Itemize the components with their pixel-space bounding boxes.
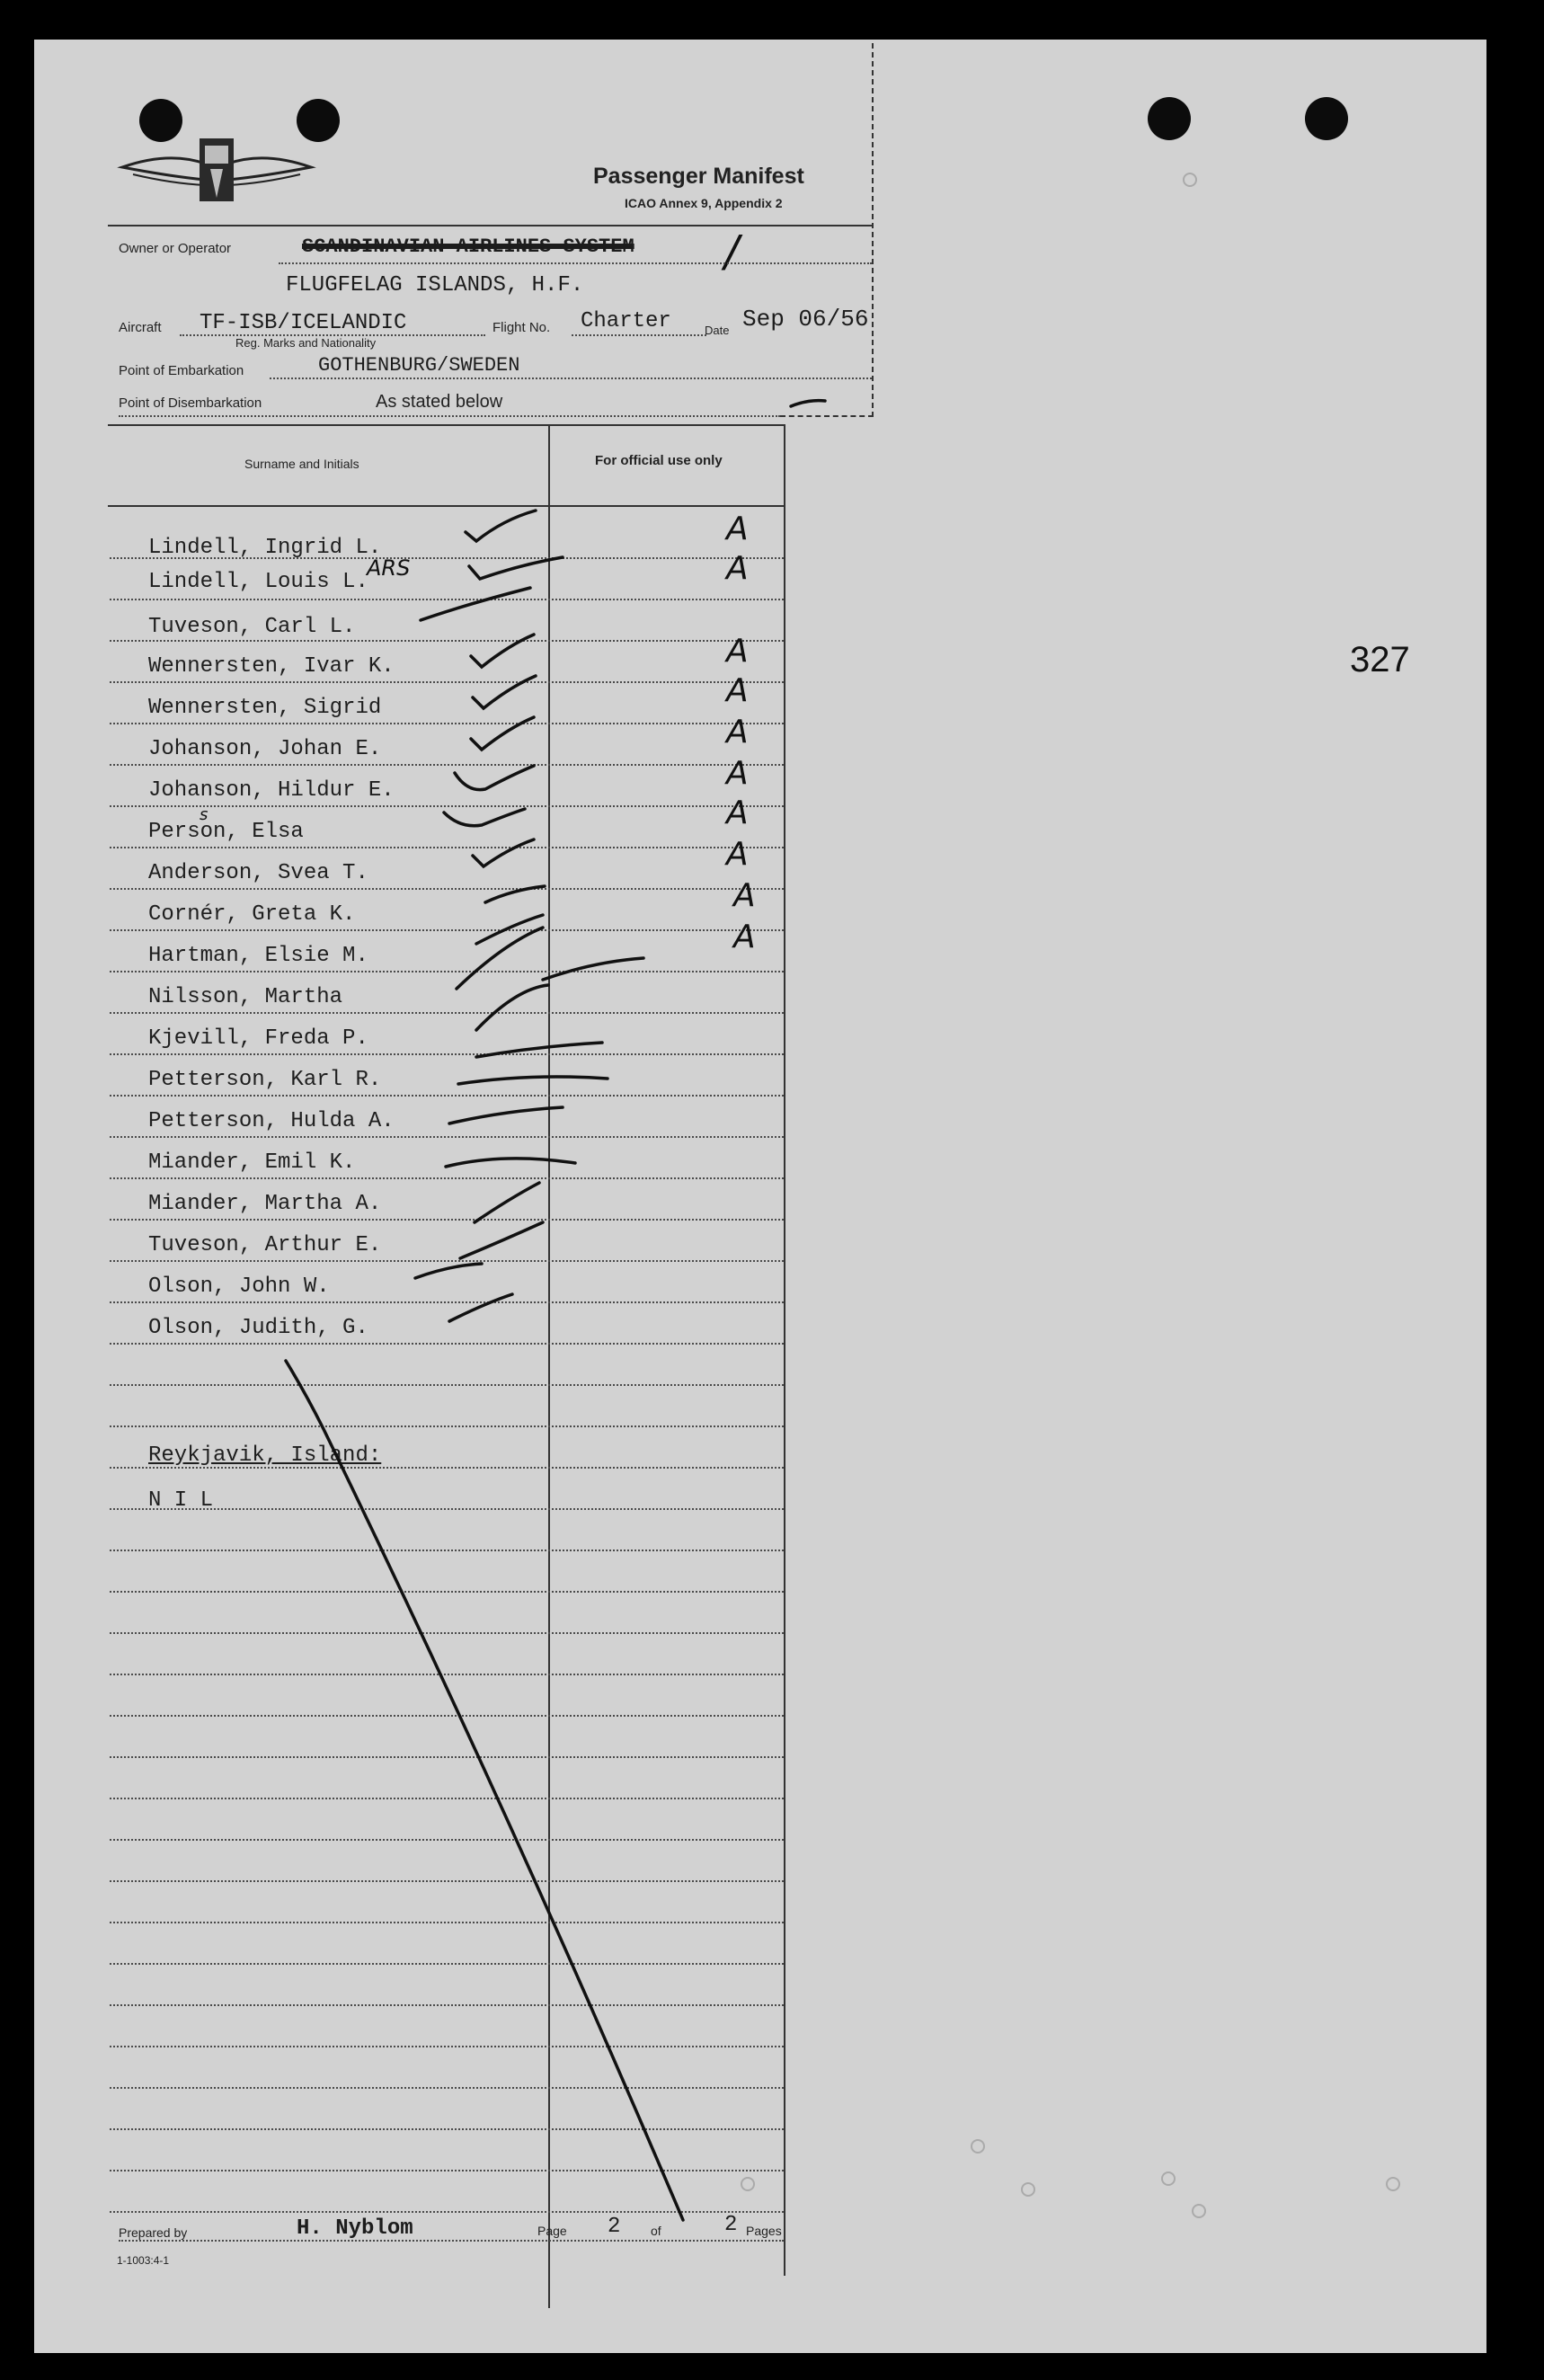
passenger-name: Olson, John W. <box>148 1274 330 1299</box>
official-mark: A <box>726 633 749 670</box>
embarkation-value: GOTHENBURG/SWEDEN <box>318 354 520 377</box>
passenger-name: Kjevill, Freda P. <box>148 1026 368 1051</box>
passenger-name: Lindell, Ingrid L. <box>148 536 382 560</box>
prepared-by-label: Prepared by <box>119 2225 188 2240</box>
scan-speck <box>1386 2177 1400 2191</box>
column-header-official: For official use only <box>595 453 723 468</box>
page-stamp-number: 327 <box>1350 640 1410 679</box>
passenger-name: Lindell, Louis L. <box>148 570 368 594</box>
destination-heading: Reykjavik, Island: <box>148 1443 382 1468</box>
scan-speck <box>741 2177 755 2191</box>
form-title: Passenger Manifest <box>593 164 804 189</box>
form-subtitle: ICAO Annex 9, Appendix 2 <box>625 196 783 210</box>
date-label: Date <box>705 324 730 337</box>
official-mark: A <box>733 877 756 914</box>
passenger-name: Anderson, Svea T. <box>148 861 368 885</box>
passenger-name: Miander, Martha A. <box>148 1192 382 1216</box>
total-pages: 2 <box>724 2213 738 2237</box>
passenger-name: Tuveson, Carl L. <box>148 615 356 639</box>
of-label: of <box>651 2224 661 2238</box>
disembarkation-value: As stated below <box>376 392 503 412</box>
page-label: Page <box>537 2224 567 2238</box>
footer-line <box>119 2240 784 2242</box>
passenger-name: Johanson, Johan E. <box>148 737 382 761</box>
official-mark: A <box>726 714 749 750</box>
name-annotation: s <box>200 805 209 824</box>
scan-speck <box>1183 173 1197 187</box>
official-mark: A <box>726 836 749 873</box>
passenger-name: Cornér, Greta K. <box>148 902 356 927</box>
scan-speck <box>1161 2171 1176 2186</box>
disembarkation-label: Point of Disembarkation <box>119 395 262 411</box>
passenger-name: Miander, Emil K. <box>148 1150 356 1175</box>
flight-value: Charter <box>581 309 671 333</box>
official-mark: A <box>726 755 749 792</box>
passenger-name: Hartman, Elsie M. <box>148 944 368 968</box>
owner-value: FLUGFELAG ISLANDS, H.F. <box>286 273 584 298</box>
scan-speck <box>1192 2204 1206 2218</box>
passenger-name: Olson, Judith, G. <box>148 1316 368 1340</box>
official-mark: A <box>726 795 749 831</box>
scan-speck <box>971 2139 985 2154</box>
destination-value: N I L <box>148 1488 214 1513</box>
passenger-name: Person, Elsa <box>148 820 304 844</box>
name-annotation: ARS <box>367 555 411 581</box>
official-mark: A <box>733 919 756 955</box>
passenger-name: Petterson, Karl R. <box>148 1068 382 1092</box>
prepared-by-value: H. Nyblom <box>297 2216 413 2241</box>
date-value: Sep 06/56 <box>742 306 869 333</box>
flight-label: Flight No. <box>492 320 551 335</box>
passenger-name: Petterson, Hulda A. <box>148 1109 395 1133</box>
passenger-name: Wennersten, Sigrid <box>148 696 382 720</box>
aircraft-label: Aircraft <box>119 320 162 335</box>
page-number: 2 <box>608 2215 621 2239</box>
embarkation-label: Point of Embarkation <box>119 363 244 378</box>
form-number: 1-1003:4-1 <box>117 2254 170 2267</box>
pages-label: Pages <box>746 2224 782 2238</box>
passenger-name: Nilsson, Martha <box>148 985 343 1009</box>
column-header-name: Surname and Initials <box>244 457 359 471</box>
passenger-name: Tuveson, Arthur E. <box>148 1233 382 1257</box>
aircraft-value: TF-ISB/ICELANDIC <box>200 311 407 335</box>
aircraft-sublabel: Reg. Marks and Nationality <box>235 336 377 350</box>
official-mark: A <box>726 550 749 587</box>
passenger-name: Johanson, Hildur E. <box>148 778 395 803</box>
owner-mark: / <box>724 226 740 277</box>
official-mark: A <box>726 511 749 547</box>
owner-label: Owner or Operator <box>119 241 232 256</box>
scan-speck <box>1021 2182 1035 2197</box>
official-mark: A <box>726 672 749 709</box>
owner-struck-value: SCANDINAVIAN AIRLINES SYSTEM <box>302 235 634 258</box>
passenger-name: Wennersten, Ivar K. <box>148 654 395 679</box>
